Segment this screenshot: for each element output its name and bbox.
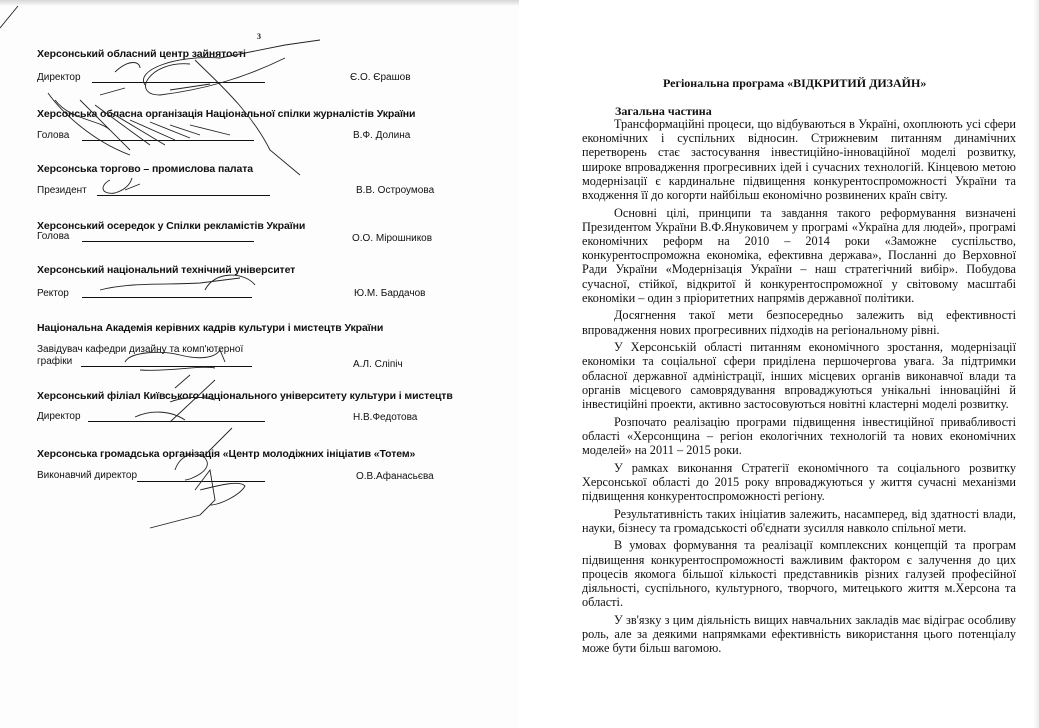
program-body-text	[582, 117, 1016, 659]
signature-line	[92, 82, 265, 83]
organization-title: Херсонський обласний центр зайнятості	[37, 48, 246, 60]
signatory-name: Н.В.Федотова	[353, 412, 418, 423]
paragraph: У Херсонській області питанням економічного зростання, модернізації економіки та соціальної сфери приділена першочергова увага. За підтримки обласної державної адміністрації, інших місцевих органів виконавчої влади та органів місцевого самоврядування впроваджуються унікальні інноваційні й інвестиційні проекти, активно застосовуються новітні кластерні моделі розвитку.	[582, 340, 1016, 412]
signatory-role: Голова	[37, 130, 70, 141]
paragraph: Досягнення такої мети безпосередньо залежить від ефективності впровадження нових прогресивних підходів на регіональному рівні.	[582, 308, 1016, 337]
page-number: 3	[257, 32, 261, 41]
signatory-role: Ректор	[37, 288, 69, 299]
paragraph: Результативність таких ініціатив залежить, насамперед, від здатності влади, науки, бізнесу та громадськості об'єднати зусилля навколо спільної мети.	[582, 506, 1016, 535]
signatory-role: Виконавчий директор	[37, 470, 138, 481]
organization-title: Херсонська торгово – промислова палата	[37, 163, 254, 175]
signatory-name: Є.О. Єрашов	[350, 72, 411, 83]
signatory-role: графіки	[37, 356, 73, 367]
organization-title: Херсонський осередок у Спілки рекламістів України	[37, 220, 306, 232]
organization-title: Національна Академія керівних кадрів культури і мистецтв України	[37, 322, 384, 334]
signature-line	[82, 140, 254, 141]
document-title: Регіональна програма «ВІДКРИТИЙ ДИЗАЙН»	[663, 76, 927, 90]
signature-line	[82, 297, 252, 298]
scan-shadow	[1033, 0, 1039, 728]
signatory-name: В.В. Остроумова	[356, 185, 435, 196]
paragraph: У зв'язку з цим діяльність вищих навчальних закладів має відіграє особливу роль, але за деякими напрямками ефективність використання цього потенціалу може бути більш вагомою.	[582, 612, 1016, 656]
signatory-role: Президент	[37, 185, 87, 196]
signature-line	[81, 366, 252, 367]
paragraph: Розпочато реалізацію програми підвищення інвестиційної привабливості області «Херсонщина – регіон екологічних технологій та нових економічних моделей» на 2011 – 2015 роки.	[582, 414, 1016, 458]
organization-title: Херсонський національний технічний університет	[37, 264, 296, 276]
paragraph: У рамках виконання Стратегії економічного та соціального розвитку Херсонської області до 2015 року впроваджуються у життя сучасні механізми підвищення конкурентоспроможності регіону.	[582, 460, 1016, 504]
paragraph: В умовах формування та реалізації комплексних концепцій та програм підвищення конкурентоспроможності важливим фактором є залучення до цих процесів якомога більшої кількості представників різних галузей професійної діяльності, суспільного, культурного, творчого, митецького життя м.Херсона та області.	[582, 538, 1016, 610]
signatory-role: Голова	[37, 231, 70, 242]
paragraph: Трансформаційні процеси, що відбуваються в Україні, охоплюють усі сфери економічних і суспільних відносин. Стрижневим питанням динамічних перетворень стає застосування інвестиційно-інноваційної моделі розвитку, широке впровадження прогресивних ідей і сучасних технологій. Кінцевою метою модернізації є кардинальне підвищення конкурентоспроможності України та входження її до когорти найбільш економічно розвинених країн світу.	[582, 117, 1016, 203]
signature-line	[88, 421, 265, 422]
signatory-role: Директор	[37, 411, 81, 422]
signature-line	[97, 195, 270, 196]
signatory-role: Директор	[37, 72, 81, 83]
scan-shadow	[0, 0, 519, 6]
paragraph: Основні цілі, принципи та завдання такого реформування визначені Президентом України В.Ф.Януковичем у програмі «Україна для людей», програмі економічних реформ на 2010 – 2014 роки «Заможне суспільство, конкурентоспроможна економіка, ефективна держава», Посланні до Верховної Ради України «Модернізація України – наш стратегічний вибір». Побудова сучасної, стійкої, відкритої й конкурентоспроможної у світовому масштабі економіки – один з пріоритетних напрямів державної політики.	[582, 205, 1016, 305]
signatures-page	[0, 0, 519, 728]
signatory-name: О.В.Афанасьєва	[356, 471, 434, 482]
signatory-name: А.Л. Сліпіч	[353, 359, 403, 370]
organization-title: Херсонський філіал Київського національного університету культури і мистецтв	[37, 390, 453, 402]
signatory-name: Ю.М. Бардачов	[354, 288, 426, 299]
signature-line	[137, 481, 265, 482]
section-heading: Загальна частина	[615, 104, 712, 118]
signatory-name: О.О. Мірошников	[352, 233, 433, 244]
signatory-name: В.Ф. Долина	[353, 130, 411, 141]
organization-title: Херсонська громадська організація «Центр молодіжних ініціатив «Тотем»	[37, 448, 416, 460]
organization-title: Херсонська обласна організація Національної спілки журналістів України	[37, 108, 416, 120]
signatory-role: Завідувач кафедри дизайну та комп'ютерної	[37, 344, 244, 355]
signature-line	[82, 241, 254, 242]
